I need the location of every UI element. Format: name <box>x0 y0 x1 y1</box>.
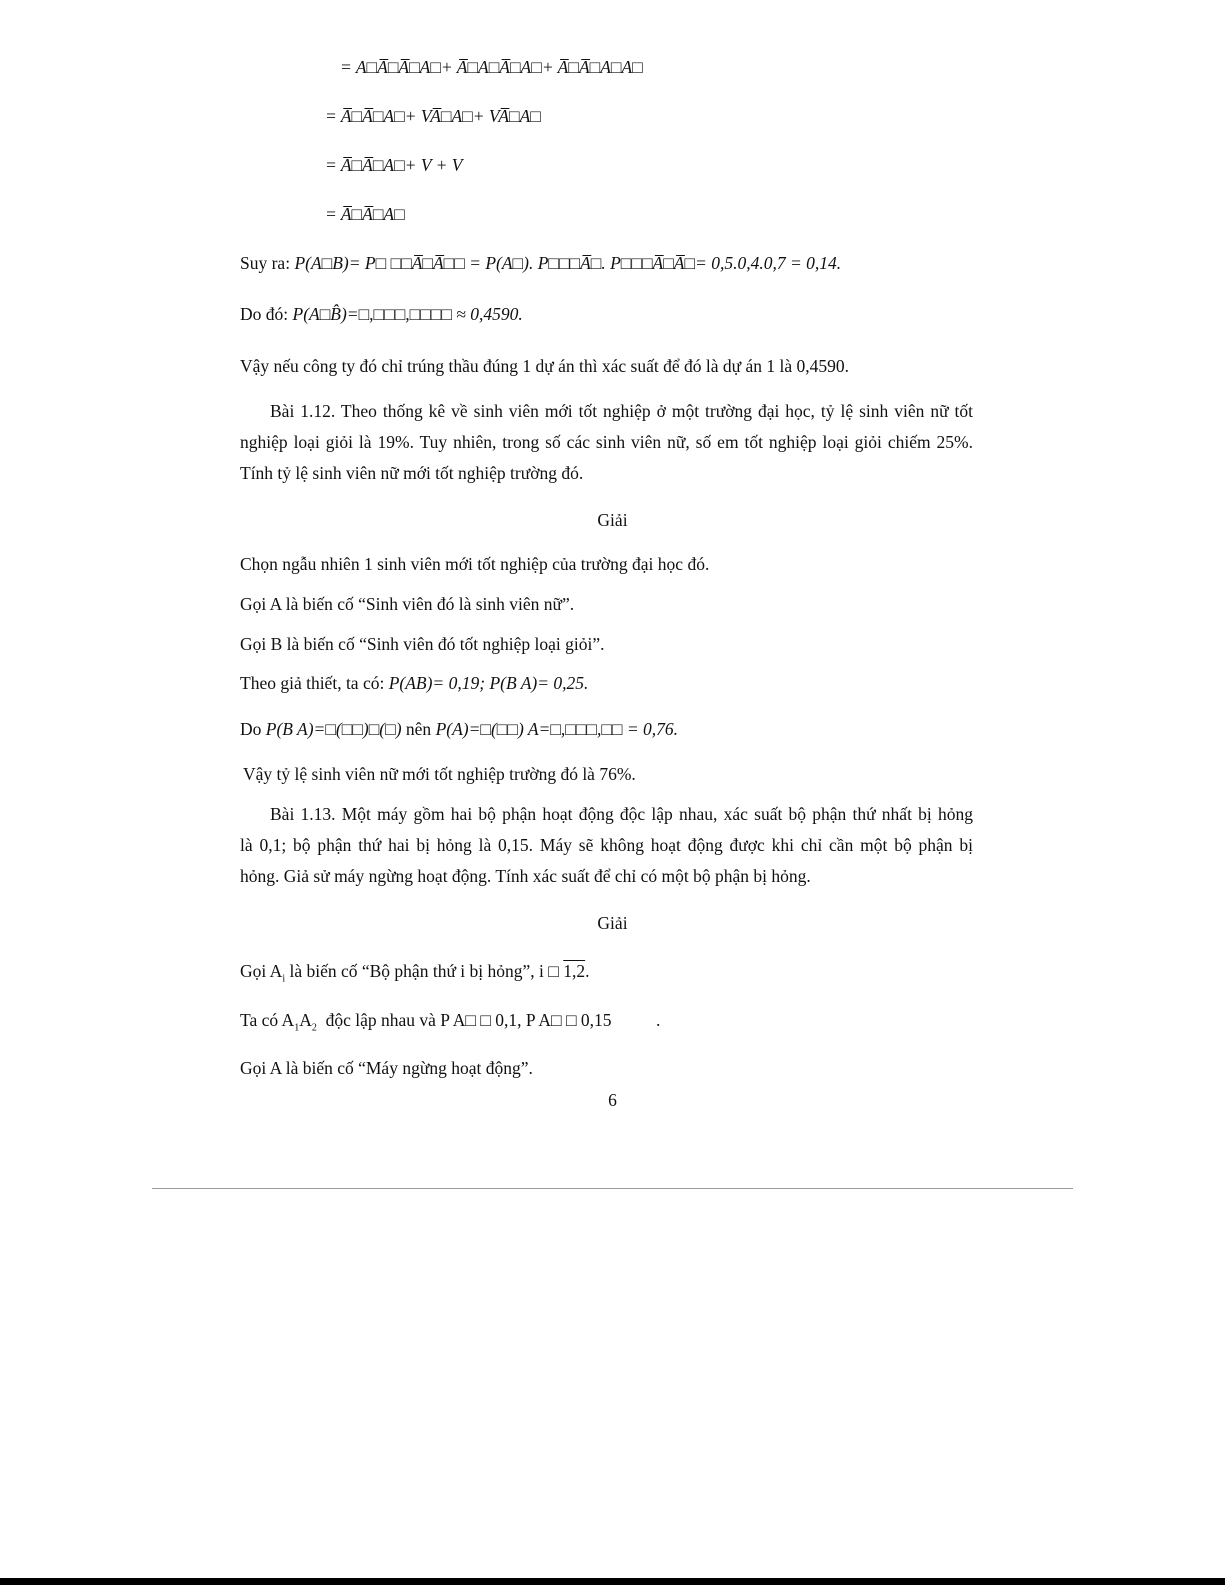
step-2-formula: P A□ □ 0,1, P A□ □ 0,15 <box>440 1010 612 1030</box>
solution-heading-1: Giải <box>597 510 628 530</box>
step-1-end: . <box>585 961 590 981</box>
step-1-subscript: i <box>282 973 286 985</box>
equation-line-2: = A̅□A̅□A□+ VA̅□A□+ VA̅□A□ <box>325 106 541 126</box>
bai-1-12-step-5 <box>240 718 678 740</box>
bai-1-12-line-2: nghiệp loại giỏi là 19%. Tuy nhiên, trong số các sinh viên nữ, số em tốt nghiệp loại giỏi chiếm 25%. <box>240 432 973 452</box>
bottom-bar <box>0 1578 1225 1585</box>
bai-1-12-step-4 <box>240 672 588 694</box>
suy-ra-line <box>240 252 841 274</box>
step-2-end: . <box>655 1010 661 1030</box>
do-do-line <box>240 303 523 325</box>
do-do-formula: P(A□B̂)=□,□□□,□□□□ ≈ 0,4590. <box>292 304 523 324</box>
step-2-sub-1: 1 <box>294 1022 300 1034</box>
step-1-range: 1,2 <box>563 961 586 981</box>
equation-line-4: = A̅□A̅□A□ <box>325 204 405 224</box>
bai-1-13-step-3: Gọi A là biến cố “Máy ngừng hoạt động”. <box>240 1058 533 1078</box>
bai-1-12-line-1: Bài 1.12. Theo thống kê về sinh viên mới tốt nghiệp ở một trường đại học, tỷ lệ sinh viên nữ tốt <box>270 401 973 421</box>
bai-1-12-line-3: Tính tỷ lệ sinh viên nữ mới tốt nghiệp trường đó. <box>240 463 584 483</box>
step-4-formula: P(AB)= 0,19; P(B A)= 0,25. <box>388 673 589 693</box>
step-4-label: Theo giả thiết, ta có: <box>240 673 385 693</box>
solution-heading-2: Giải <box>597 913 628 933</box>
bai-1-12-conclusion: Vậy tỷ lệ sinh viên nữ mới tốt nghiệp trường đó là 76%. <box>243 764 636 784</box>
do-do-label: Do đó: <box>240 304 289 324</box>
bai-1-13-line-3: hỏng. Giả sử máy ngừng hoạt động. Tính xác suất để chỉ có một bộ phận bị hỏng. <box>240 866 811 886</box>
bai-1-12-step-2: Gọi A là biến cố “Sinh viên đó là sinh viên nữ”. <box>240 594 575 614</box>
suy-ra-formula: P(A□B)= P□ □□A̅□A̅□□ = P(A□). P□□□A̅□. P□□□A̅□A̅□= 0,5.0,4.0,7 = 0,14. <box>294 253 842 273</box>
bai-1-12-step-3: Gọi B là biến cố “Sinh viên đó tốt nghiệp loại giỏi”. <box>240 634 605 654</box>
conclusion-1: Vậy nếu công ty đó chỉ trúng thầu đúng 1 dự án thì xác suất để đó là dự án 1 là 0,4590. <box>240 356 849 376</box>
suy-ra-label: Suy ra: <box>240 253 291 273</box>
step-2-text: độc lập nhau và <box>325 1010 436 1030</box>
step-2-a: A <box>299 1010 312 1030</box>
page-divider <box>152 1188 1073 1189</box>
step-1-gọi: Gọi A <box>240 961 283 981</box>
equation-line-1: = A□A̅□A̅□A□+ A̅□A□A̅□A□+ A̅□A̅□A□A□ <box>340 57 643 77</box>
bai-1-13-line-1: Bài 1.13. Một máy gồm hai bộ phận hoạt động độc lập nhau, xác suất bộ phận thứ nhất bị hỏng <box>270 804 973 824</box>
bai-1-13-step-1 <box>240 960 589 991</box>
page-number: 6 <box>608 1090 617 1110</box>
step-5-nen: nên <box>405 719 432 739</box>
bai-1-13-line-2: là 0,1; bộ phận thứ hai bị hỏng là 0,15. Máy sẽ không hoạt động được khi chỉ cần một bộ phận bị <box>240 835 973 855</box>
bai-1-13-step-2 <box>240 1009 660 1040</box>
step-5-formula-b: P(A)=□(□□) A=□,□□□,□□ = 0,76. <box>435 719 679 739</box>
step-2-sub-2: 2 <box>311 1022 317 1034</box>
step-2-ta-co: Ta có A <box>240 1010 295 1030</box>
equation-line-3: = A̅□A̅□A□+ V + V <box>325 155 463 175</box>
step-5-formula-a: P(B A)=□(□□)□(□) <box>265 719 402 739</box>
step-1-text: là biến cố “Bộ phận thứ i bị hỏng”, i □ <box>289 961 559 981</box>
step-5-do: Do <box>240 719 262 739</box>
bai-1-12-step-1: Chọn ngẫu nhiên 1 sinh viên mới tốt nghiệp của trường đại học đó. <box>240 554 710 574</box>
